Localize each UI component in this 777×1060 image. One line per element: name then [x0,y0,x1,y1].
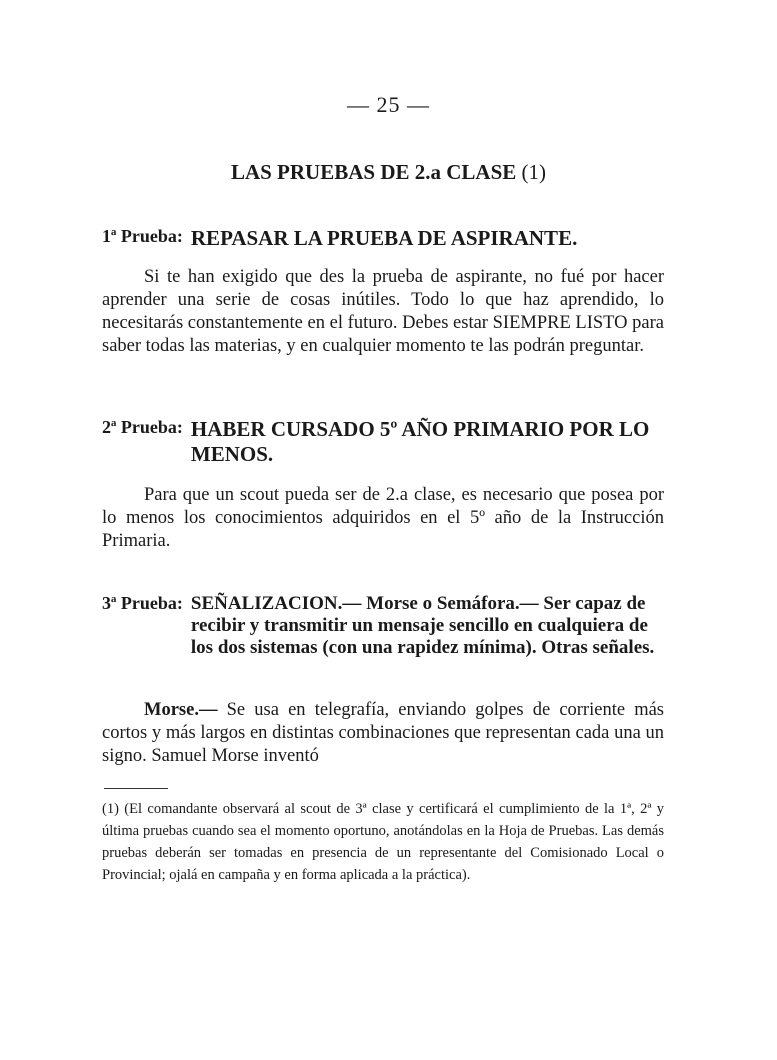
title-footnote-ref: (1) [521,160,547,184]
test-1-body: Si te han exigido que des la prueba de aspirante, no fué por hacer aprender una serie de cosas inútiles. Todo lo que haz aprendido, lo necesitarás constantemente en el futuro. Debes estar SIEMPRE LISTO para saber todas las materias, y en cualquier momento te las podrán preguntar. [102,267,664,356]
test-3-name: SEÑALIZACION.— Morse o Semáfora.— Ser capaz de recibir y transmitir un mensaje sencillo en cualquiera de los dos sistemas (con una rapidez mínima). Otras señales. [190,593,655,658]
test-3-label: 3ª Prueba: [102,593,183,613]
title-text: LAS PRUEBAS DE 2.a CLASE [230,160,517,184]
test-3-body-text: Se usa en telegrafía, enviando golpes de corriente más cortos y más largos en distintas combinaciones que representan cada una un signo. Samuel Morse inventó [102,700,664,766]
footnote: (1) (El comandante observará al scout de 3ª clase y certificará el cumplimiento de la 1ª, 2ª y última pruebas cuando sea el momento oportuno, anotándolas en la Hoja de Pruebas. Las demás pruebas deberán ser tomadas en presencia de un representante del Comisionado Local o Provincial; ojalá en campaña y en forma aplicada a la práctica). [102,801,664,883]
test-2-body: Para que un scout pueda ser de 2.a clase, es necesario que posea por lo menos los conocimientos adquiridos en el 5º año de la Instrucción Primaria. [102,485,664,551]
test-3-body [102,699,664,768]
test-2-heading [102,417,672,467]
test-2-name: HABER CURSADO 5º AÑO PRIMARIO POR LO MENOS. [190,417,650,466]
page-title [0,160,777,185]
test-3-body-lead: Morse.— [144,700,218,720]
test-3-heading [102,593,672,659]
test-1-name: REPASAR LA PRUEBA DE ASPIRANTE. [190,226,578,250]
page-number: — 25 — [347,92,430,117]
test-1-label: 1ª Prueba: [102,226,183,246]
footnote-divider [104,788,168,789]
test-2-label: 2ª Prueba: [102,417,183,437]
test-1-heading [102,226,672,251]
